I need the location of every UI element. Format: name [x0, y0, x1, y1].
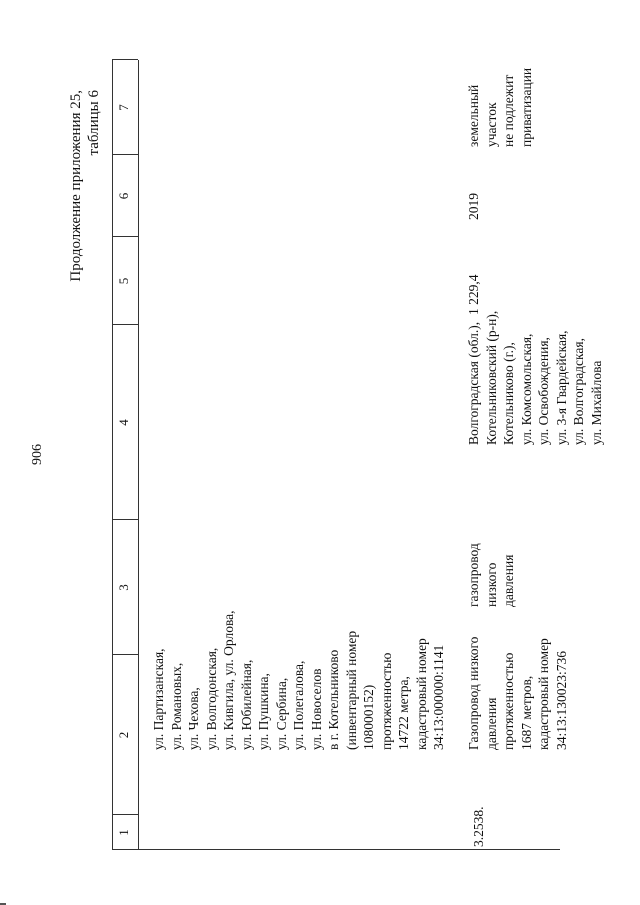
text-line: ул. Пушкина, — [256, 673, 271, 750]
text-line: ул. Волгодонская, — [203, 647, 219, 750]
text-line: ул. 3-я Гвардейская, — [553, 330, 569, 445]
text-line: кадастровый номер — [413, 638, 429, 750]
page-number: 906 — [30, 444, 45, 465]
text-line: ул. Полегалова, — [291, 660, 306, 750]
object-note — [465, 68, 535, 147]
appendix-heading-line1: Продолжение приложения 25, — [68, 90, 84, 282]
text-line: ул. Комсомольская, — [518, 333, 534, 445]
row-number: 3.2538. — [471, 806, 486, 847]
text-line: ул. Волгоградская, — [571, 338, 586, 445]
text-line: 14722 метра, — [396, 676, 411, 750]
text-line: давления — [501, 554, 516, 607]
col-header-5: 5 — [116, 277, 131, 285]
text-line: 34:13:130023:736 — [553, 650, 569, 750]
appendix-heading-line2: таблицы 6 — [86, 90, 102, 156]
text-line: кадастровый номер — [536, 638, 551, 750]
text-line: 34:13:000000:1141 — [431, 644, 446, 750]
text-line: 108000152) — [361, 684, 376, 750]
object-name — [465, 637, 570, 750]
text-line: ул. Освобождения, — [536, 337, 551, 445]
col-header-4: 4 — [116, 419, 131, 426]
text-line: приватизации — [518, 67, 534, 147]
text-line: ул. Партизанская, — [151, 648, 166, 750]
continued-row-address — [150, 610, 448, 750]
text-line: Котельниковский (р-н), — [483, 310, 499, 445]
text-line: 1687 метров, — [518, 675, 534, 750]
object-type — [465, 543, 518, 607]
col-header-6: 6 — [116, 192, 131, 200]
text-line: ул. Чехова, — [186, 687, 201, 750]
col-header-2: 2 — [116, 731, 131, 739]
col-header-7: 7 — [116, 104, 131, 111]
text-line: протяженностью — [501, 652, 516, 750]
text-line: ул. Новоселов — [308, 668, 324, 750]
text-line: участок — [483, 102, 499, 147]
object-year: 2019 — [466, 193, 481, 220]
text-line: давления — [483, 697, 499, 750]
text-line: ул. Михайлова — [588, 360, 604, 445]
text-line: протяженностью — [378, 652, 394, 750]
text-line: газопровод — [466, 543, 481, 607]
text-line: ул. Юбилейная, — [238, 659, 254, 750]
col-header-1: 1 — [116, 829, 131, 836]
text-line: земельный — [466, 84, 481, 147]
object-value: 1 229,4 — [466, 274, 481, 315]
col-header-3: 3 — [116, 584, 131, 591]
text-line: низкого — [483, 562, 499, 607]
text-line: в г. Котельниково — [326, 649, 341, 750]
text-line: ул. Кивгила, ул. Орлова, — [221, 610, 236, 750]
text-line: Котельниково (г.), — [501, 342, 516, 445]
text-line: Волгоградская (обл.), — [466, 321, 481, 445]
object-address — [465, 311, 605, 445]
text-line: не подлежит — [501, 74, 516, 147]
text-line: ул. Сербина, — [273, 677, 289, 750]
text-line: (инвентарный номер — [343, 630, 359, 750]
text-line: Газопровод низкого — [466, 636, 481, 750]
text-line: ул. Романовых, — [168, 662, 184, 750]
